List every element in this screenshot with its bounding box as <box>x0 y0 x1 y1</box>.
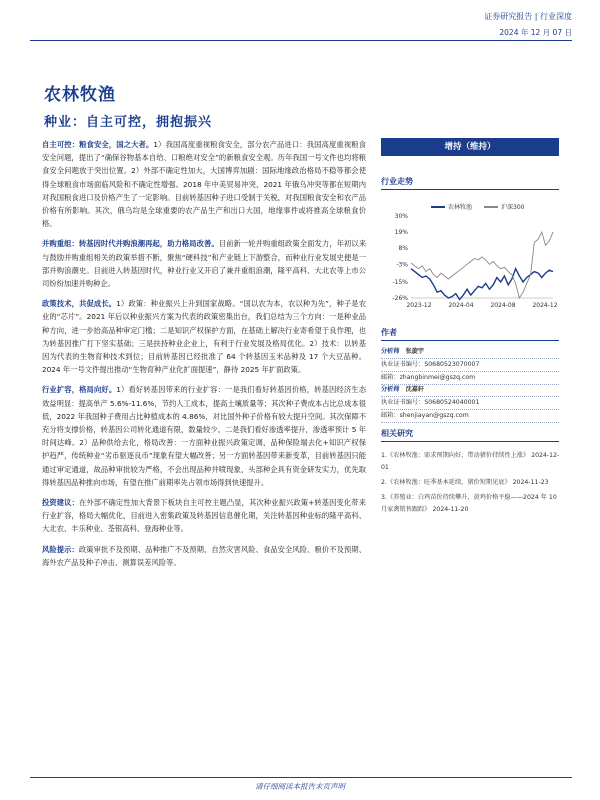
y-tick-label: -3% <box>396 261 408 269</box>
main-body <box>42 138 366 576</box>
analyst-card-1: 分析师 张旋宇 执业证书编号：S0680523070007 邮箱：zhangbinmei@gszq.com <box>381 346 559 385</box>
related-item[interactable]: 3.《养殖业：白鸡苗价持续攀升，黄鸡价格平稳——2024 年 10 月家禽销售跟踪》 2024-11-20 <box>381 494 557 513</box>
footer-disclaimer: 请仔细阅读本报告末页声明 <box>255 782 345 791</box>
legend-item-index: 沪深300 <box>484 202 524 211</box>
analyst-email[interactable]: zhangbinmei@gszq.com <box>399 374 476 381</box>
footer-divider <box>30 777 572 778</box>
related-research-list <box>381 450 561 519</box>
analyst-card-2: 分析师 沈嘉轩 执业证书编号：S0680524040001 邮箱：shenjiayan@gszq.com <box>381 384 559 423</box>
related-section-title: 相关研究 <box>381 428 559 442</box>
chart-legend <box>431 202 524 211</box>
legend-item-sector: 农林牧渔 <box>431 202 472 211</box>
analyst-name: 沈嘉轩 <box>405 386 425 393</box>
analyst-role: 分析师 <box>381 386 400 393</box>
trend-section-title: 行业走势 <box>381 176 559 190</box>
paragraph-industry-expansion: 行业扩容，格局向好。1）看好转基因带来的行业扩容：一是我们看好转基因价格，转基因经济生态效益明显：提高单产 5.6%-11.6%，节约人工成本，提高土壤质量等；其次种子费成本占比总成本很低，2022 年我国种子费用占比种植成本的 4.86%，对比国外种子价格有较大提升空间。其次保障不充分将支撑价格，转基因公司转化通道有限，数量较少。二是我们看好渗透率提升，渗透率预计 5 年时间达峰。2）品种供给去化，格局改善：一方面种业振兴政策定调，品种保险端去化+知识产权保护趋严，传统种业“劣币驱逐良币”现象有望大幅改善；另一方面转基因带来新变革，目前转基因只能通过审定通道，故品种审批较为严格，不会出现品种井喷现象，头部种企具有资金研发实力，优先取得转基因品种推向市场，有望在推广前期率先占领市场得到快速提升。 <box>42 385 367 487</box>
related-item[interactable]: 1.《农林牧渔：需求预期向好，带动猪价持续性上涨》 2024-12-01 <box>381 452 560 471</box>
related-item[interactable]: 2.《农林牧渔：旺季基本延续，猪价短期见底》 2024-11-23 <box>381 479 549 486</box>
x-tick-label: 2024-08 <box>490 302 516 309</box>
report-date: 2024 年 12 月 07 日 <box>499 28 572 37</box>
rating-badge: 增持（维持） <box>381 138 559 156</box>
paragraph-risk-warning: 风险提示：政策审批不及预期、品种推广不及预期、自然灾害风险、食品安全风险、粮价不及预期、海外农产品及种子冲击、测算误差风险等。 <box>42 544 366 567</box>
trend-chart-svg <box>381 198 559 318</box>
y-tick-label: 30% <box>394 213 408 220</box>
paragraph-investment-advice: 投资建议：在外部不确定性加大背景下板块自主可控主题凸显，其次种业振兴政策+转基因变化带来行业扩容，格局大幅优化，目前进入密集政策及转基因信息催化期，关注转基因种业标的隆平高科、大北农、丰乐种业、荃银高科、登海种业等。 <box>42 498 366 534</box>
legend-swatch-index <box>484 206 498 208</box>
report-type-label: 证券研究报告 | 行业深度 <box>484 12 572 21</box>
paragraph-self-reliance: 自主可控：粮食安全，国之大者。1）我国高度重视粮食安全，部分农产品进口：我国高度重视粮食安全问题，提出了“确保谷物基本自给、口粮绝对安全”的新粮食安全观。历年我国一号文件也均将粮食安全问题放于突出位置。2）外部不确定性加大，大国博弈加剧：国际地缘政治格局不稳等都会使得全球粮食市场面临风险和不确定性增强。2018 年中美贸易冲突、2021 年俄乌冲突等都在短期内对我国粮食进口及价格产生了一定影响。目前转基因种子进口受制于关税，对我国粮食安全和农产品价格有所影响。其次，俄乌均是全球重要的农产品生产和出口大国，地缘事件或将推高全球粮食价格。 <box>42 140 367 229</box>
y-tick-label: -26% <box>392 295 408 302</box>
industry-title: 农林牧渔 <box>44 85 116 105</box>
authors-section-title: 作者 <box>381 327 559 341</box>
analyst-role: 分析师 <box>381 348 400 355</box>
header-divider <box>30 40 572 41</box>
y-tick-label: -15% <box>392 278 408 286</box>
x-tick-label: 2023-12 <box>406 302 432 309</box>
x-tick-label: 2024-12 <box>532 302 558 309</box>
industry-trend-chart <box>381 198 559 318</box>
analyst-cert: S0680523070007 <box>424 361 480 368</box>
analyst-name: 张旋宇 <box>405 348 425 355</box>
analyst-email[interactable]: shenjiayan@gszq.com <box>399 412 469 419</box>
y-tick-label: 19% <box>394 229 408 237</box>
analyst-cert: S0680524040001 <box>424 399 480 406</box>
legend-swatch-sector <box>431 206 445 208</box>
report-subtitle: 种业：自主可控，拥抱振兴 <box>44 115 213 130</box>
y-tick-label: 8% <box>398 245 408 253</box>
paragraph-policy-tech: 政策技术，共促成长。1）政策：种业振兴上升到国家战略。“国以农为本，农以种为先”，种子是农业的“芯片”。2021 年后以种业振兴方案为代表的政策密集出台，我们总结为三个方向：一是种业品种方向，进一步抬高品种审定门槛；二是知识产权保护方面，在基础上解决行业寄希望于良作理，也为转基因推广打下坚实基础；三是扶持种业企业上，有利于行业发展及格局优化。2）技术：以转基因为代表的生物育种技术到位；目前转基因已经批准了 64 个转基因玉米品种及 17 个大豆品种。2024 年一号文件提出推动“生物育种产业化扩面提速”，静待 2025 年扩面政策。 <box>42 299 367 375</box>
x-tick-label: 2024-04 <box>448 302 474 309</box>
paragraph-mergers: 并购重组：转基因时代并购浪潮再起，助力格局改善。目前新一轮并购重组政策全面发力，年初以来与鼓励并购重组相关的政策举措不断，聚焦“硬科技”和产业链上下游整合，而种业行业发展史便是一部并购浪潮史。目前进入转基因时代，种业行业又开启了兼并重组浪潮，隆平高科、大北农等上市公司纷纷加速并购种企。 <box>42 239 366 289</box>
